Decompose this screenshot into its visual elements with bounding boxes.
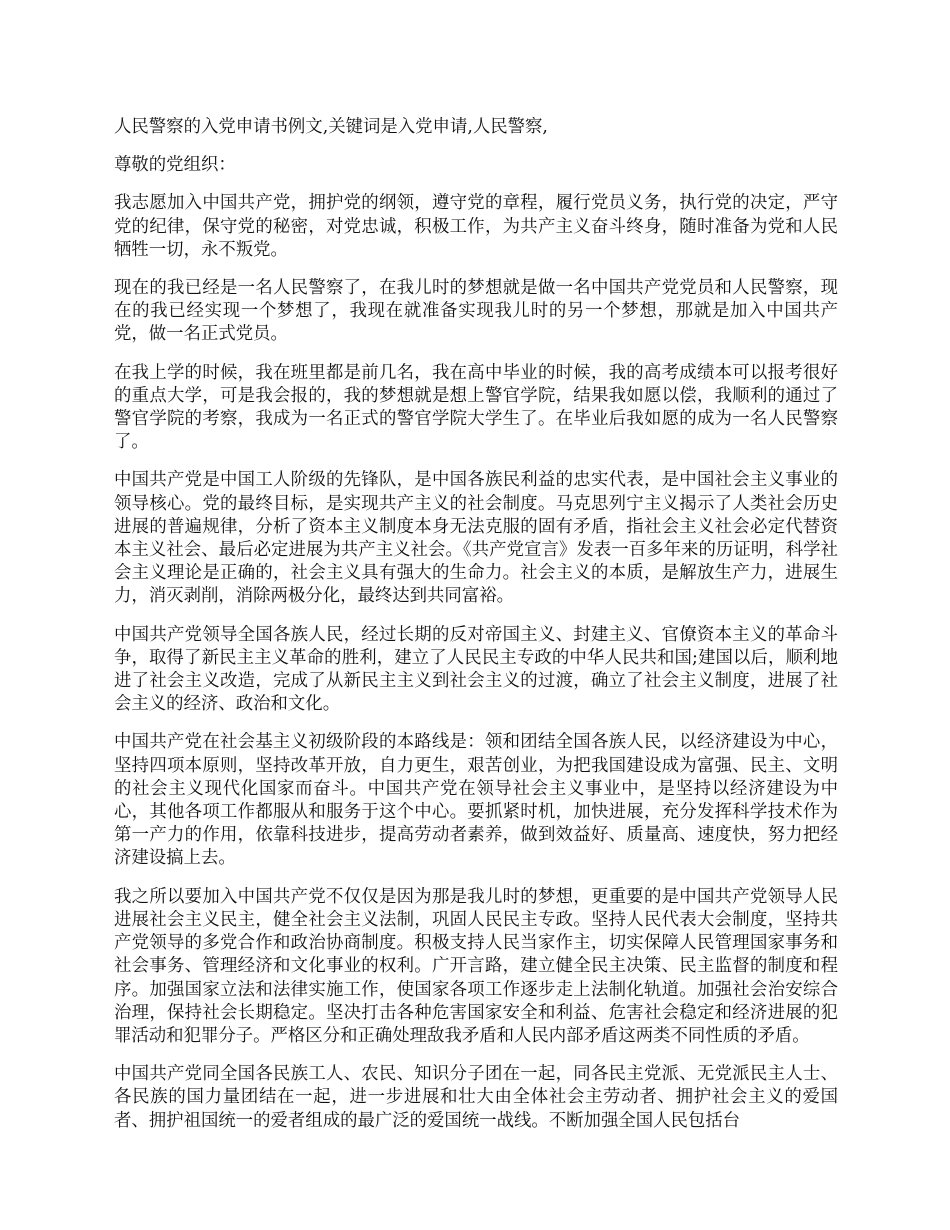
paragraph: 在我上学的时候，我在班里都是前几名，我在高中毕业的时候，我的高考成绩本可以报考很好的重点大学，可是我会报的，我的梦想就是想上警官学院，结果我如愿以偿，我顺利的通过了警官学院的考察，我成为一名正式的警官学院大学生了。在毕业后我如愿的成为一名人民警察了。 [114, 362, 838, 453]
paragraph: 我之所以要加入中国共产党不仅仅是因为那是我儿时的梦想，更重要的是中国共产党领导人民进展社会主义民主，健全社会主义法制，巩固人民民主专政。坚持人民代表大会制度，坚持共产党领导的多党合作和政治协商制度。积极支持人民当家作主，切实保障人民管理国家事务和社会事务、管理经济和文化事业的权利。广开言路，建立健全民主决策、民主监督的制度和程序。加强国家立法和法律实施工作，使国家各项工作逐步走上法制化轨道。加强社会治安综合治理，保持社会长期稳定。坚决打击各种危害国家安全和利益、危害社会稳定和经济进展的犯罪活动和犯罪分子。严格区分和正确处理敌我矛盾和人民内部矛盾这两类不同性质的矛盾。 [114, 886, 838, 1046]
paragraph: 现在的我已经是一名人民警察了，在我儿时的梦想就是做一名中国共产党党员和人民警察，现在的我已经实现一个梦想了，我现在就准备实现我儿时的另一个梦想，那就是加入中国共产党，做一名正式党员。 [114, 278, 838, 345]
paragraph: 中国共产党领导全国各族人民，经过长期的反对帝国主义、封建主义、官僚资本主义的革命斗争，取得了新民主主义革命的胜利，建立了人民民主专政的中华人民共和国;建国以后，顺利地进了社会主义改造，完成了从新民主主义到社会主义的过渡，确立了社会主义制度，进展了社会主义的经济、政治和文化。 [114, 624, 838, 715]
paragraph: 中国共产党是中国工人阶级的先锋队，是中国各族民利益的忠实代表，是中国社会主义事业的领导核心。党的最终目标，是实现共产主义的社会制度。马克思列宁主义揭示了人类社会历史进展的普遍规律，分析了资本主义制度本身无法克服的固有矛盾，指社会主义社会必定代替资本主义社会、最后必定进展为共产主义社会。《共产党宣言》发表一百多年来的历证明，科学社会主义理论是正确的，社会主义具有强大的生命力。社会主义的本质，是解放生产力，进展生力，消灭剥削，消除两极分化，最终达到共同富裕。 [114, 470, 838, 607]
document-page [114, 116, 838, 1148]
paragraph: 中国共产党同全国各民族工人、农民、知识分子团在一起，同各民主党派、无党派民主人士、各民族的国力量团结在一起，进一步进展和壮大由全体社会主劳动者、拥护社会主义的爱国者、拥护祖国统一的爱者组成的最广泛的爱国统一战线。不断加强全国人民包括台 [114, 1064, 838, 1131]
salutation: 尊敬的党组织： [114, 155, 236, 176]
paragraph: 中国共产党在社会基主义初级阶段的本路线是：领和团结全国各族人民，以经济建设为中心，坚持四项本原则，坚持改革开放，自力更生，艰苦创业，为把我国建设成为富强、民主、文明的社会主义现代化国家而奋斗。中国共产党在领导社会主义事业中，是坚持以经济建设为中心，其他各项工作都服从和服务于这个中心。要抓紧时机，加快进展，充分发挥科学技术作为第一产力的作用，依靠科技进步，提高劳动者素养，做到效益好、质量高、速度快，努力把经济建设搞上去。 [114, 732, 838, 869]
paragraph: 我志愿加入中国共产党，拥护党的纲领，遵守党的章程，履行党员义务，执行党的决定，严守党的纪律，保守党的秘密，对党忠诚，积极工作，为共产主义奋斗终身，随时准备为党和人民牺牲一切，永不叛党。 [114, 193, 838, 260]
document-header: 人民警察的入党申请书例文,关键词是入党申请,人民警察, [114, 117, 548, 137]
